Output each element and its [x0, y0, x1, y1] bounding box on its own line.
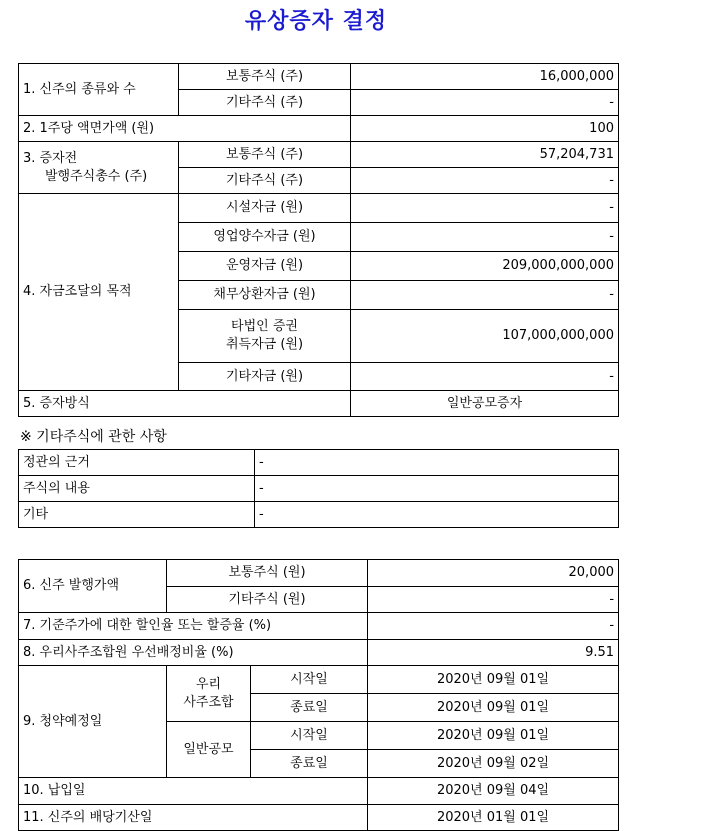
value-public-end-date: 2020년 09월 02일: [368, 750, 619, 778]
group-label-line: 우리: [195, 676, 222, 692]
sub-label-common-shares: 보통주식 (주): [179, 64, 351, 90]
sub-label-start-date: 시작일: [251, 722, 368, 750]
row-label-payment-date: 10. 납입일: [19, 778, 368, 805]
row-label-fund-purpose: 4. 자금조달의 목적: [19, 194, 179, 391]
value-discount-rate: -: [368, 613, 619, 640]
value-debt-repayment-funds: -: [351, 281, 619, 310]
row-label-issue-method: 5. 증자방식: [19, 391, 351, 417]
sub-label-other-shares: 기타주식 (원): [167, 587, 368, 613]
value-issue-method: 일반공모증자: [351, 391, 619, 417]
sub-label-operating-funds: 운영자금 (원): [179, 252, 351, 281]
row-label-pre-issue-shares: [19, 142, 179, 194]
other-shares-table: [18, 449, 619, 528]
row-label-other: 기타: [19, 502, 255, 528]
row-label-par-value: 2. 1주당 액면가액 (원): [19, 116, 351, 142]
value-other-shares: -: [351, 90, 619, 116]
row-label-share-content: 주식의 내용: [19, 476, 255, 502]
value-esop-end-date: 2020년 09월 01일: [368, 694, 619, 722]
page-title: 유상증자 결정: [244, 8, 388, 34]
value-issue-price-common: 20,000: [368, 560, 619, 587]
value-share-content: -: [255, 476, 619, 502]
value-esop-start-date: 2020년 09월 01일: [368, 666, 619, 694]
sub-label-end-date: 종료일: [251, 694, 368, 722]
value-securities-acquisition-funds: 107,000,000,000: [351, 310, 619, 363]
row-label-discount-rate: 7. 기준주가에 대한 할인율 또는 할증율 (%): [19, 613, 368, 640]
value-dividend-base-date: 2020년 01월 01일: [368, 805, 619, 831]
sub-label-common-shares: 보통주식 (주): [179, 142, 351, 168]
row-label-share-type: 1. 신주의 종류와 수: [19, 64, 179, 116]
value-issue-price-other: -: [368, 587, 619, 613]
sub-label-facility-funds: 시설자금 (원): [179, 194, 351, 223]
value-other-funds: -: [351, 363, 619, 391]
row-label-issue-price: 6. 신주 발행가액: [19, 560, 167, 613]
value-payment-date: 2020년 09월 04일: [368, 778, 619, 805]
row-label-articles-basis: 정관의 근거: [19, 450, 255, 476]
sub-label-other-shares: 기타주식 (주): [179, 168, 351, 194]
issuance-detail-table: [18, 559, 619, 831]
value-operating-funds: 209,000,000,000: [351, 252, 619, 281]
value-pre-common-shares: 57,204,731: [351, 142, 619, 168]
value-business-acquisition-funds: -: [351, 223, 619, 252]
row-label-line: 발행주식총수 (주): [45, 168, 148, 184]
sub-label-debt-repayment-funds: 채무상환자금 (원): [179, 281, 351, 310]
value-par-value: 100: [351, 116, 619, 142]
row-label-esop-allocation: 8. 우리사주조합원 우선배정비율 (%): [19, 640, 368, 666]
value-public-start-date: 2020년 09월 01일: [368, 722, 619, 750]
other-shares-note: ※ 기타주식에 관한 사항: [20, 429, 167, 445]
group-label-esop: [167, 666, 251, 722]
sub-label-line: 취득자금 (원): [225, 337, 304, 352]
sub-label-securities-acquisition-funds: [179, 310, 351, 363]
sub-label-business-acquisition-funds: 영업양수자금 (원): [179, 223, 351, 252]
sub-label-other-shares: 기타주식 (주): [179, 90, 351, 116]
value-esop-allocation: 9.51: [368, 640, 619, 666]
row-label-dividend-base-date: 11. 신주의 배당기산일: [19, 805, 368, 831]
row-label-line: 3. 증자전: [23, 150, 78, 166]
group-label-public-offering: 일반공모: [167, 722, 251, 778]
value-facility-funds: -: [351, 194, 619, 223]
value-articles-basis: -: [255, 450, 619, 476]
value-pre-other-shares: -: [351, 168, 619, 194]
sub-label-end-date: 종료일: [251, 750, 368, 778]
group-label-line: 사주조합: [183, 694, 234, 710]
value-other: -: [255, 502, 619, 528]
row-label-subscription-dates: 9. 청약예정일: [19, 666, 167, 778]
sub-label-common-shares: 보통주식 (원): [167, 560, 368, 587]
sub-label-other-funds: 기타자금 (원): [179, 363, 351, 391]
sub-label-line: 타법인 증권: [231, 319, 298, 334]
sub-label-start-date: 시작일: [251, 666, 368, 694]
issuance-summary-table: [18, 63, 619, 417]
value-common-shares: 16,000,000: [351, 64, 619, 90]
